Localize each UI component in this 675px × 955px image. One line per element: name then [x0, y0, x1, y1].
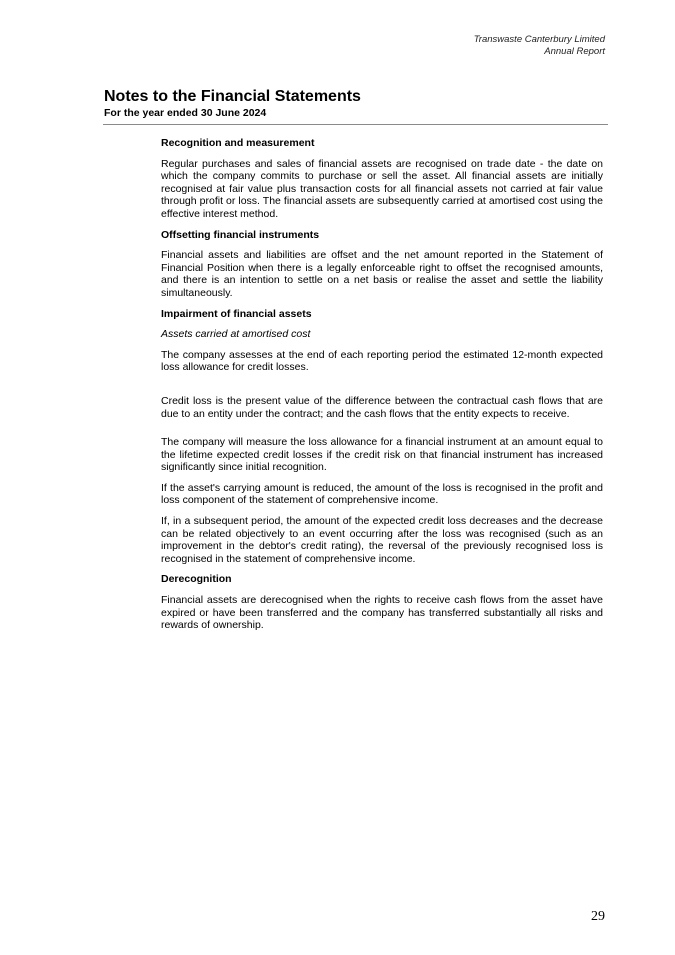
page-number: 29 [591, 909, 605, 924]
paragraph-recognition: Regular purchases and sales of financial assets are recognised on trade date - the date on which the company commits to purchase or sell the asset. All financial assets are initially recognised at fair value plus transaction costs for all financial assets not carried at fair value through profit or loss. The financial assets are subsequently carried at amortised cost using the effective interest method. [161, 157, 603, 220]
page-subtitle: For the year ended 30 June 2024 [104, 107, 267, 119]
paragraph-offsetting: Financial assets and liabilities are offset and the net amount reported in the Statement of Financial Position when there is a legally enforceable right to offset the recognised amounts, and there is an intention to settle on a net basis or realise the asset and settle the liability simultaneously. [161, 249, 603, 299]
section-heading-offsetting: Offsetting financial instruments [161, 228, 320, 241]
notes-body [161, 137, 603, 632]
paragraph-derecognition: Financial assets are derecognised when the rights to receive cash flows from the asset have expired or have been transferred and the company has transferred substantially all risks and rewards of ownership. [161, 594, 603, 632]
header-rule [103, 124, 608, 125]
paragraph-impairment-5: If, in a subsequent period, the amount of the expected credit loss decreases and the decrease can be related objectively to an event occurring after the loss was recognised (such as an improvement in the debtor's credit rating), the reversal of the previously recognised loss is recognised in the statement of comprehensive income. [161, 515, 603, 565]
section-heading-derecognition: Derecognition [161, 573, 232, 586]
header-company: Transwaste Canterbury Limited [473, 34, 605, 45]
paragraph-impairment-2: Credit loss is the present value of the difference between the contractual cash flows that are due to an entity under the contract; and the cash flows that the entity expects to receive. [161, 394, 603, 420]
header-report: Annual Report [544, 46, 605, 57]
subheading-amortised-cost: Assets carried at amortised cost [161, 328, 311, 341]
paragraph-impairment-1: The company assesses at the end of each reporting period the estimated 12-month expected loss allowance for credit losses. [161, 348, 603, 374]
page-title: Notes to the Financial Statements [104, 88, 361, 105]
paragraph-impairment-3: The company will measure the loss allowance for a financial instrument at an amount equal to the lifetime expected credit losses if the credit risk on that financial instrument has increased significantly since initial recognition. [161, 436, 603, 474]
section-heading-impairment: Impairment of financial assets [161, 307, 312, 320]
section-heading-recognition: Recognition and measurement [161, 137, 315, 149]
paragraph-impairment-4: If the asset's carrying amount is reduced, the amount of the loss is recognised in the profit and loss component of the statement of comprehensive income. [161, 481, 603, 507]
running-header [474, 34, 605, 58]
